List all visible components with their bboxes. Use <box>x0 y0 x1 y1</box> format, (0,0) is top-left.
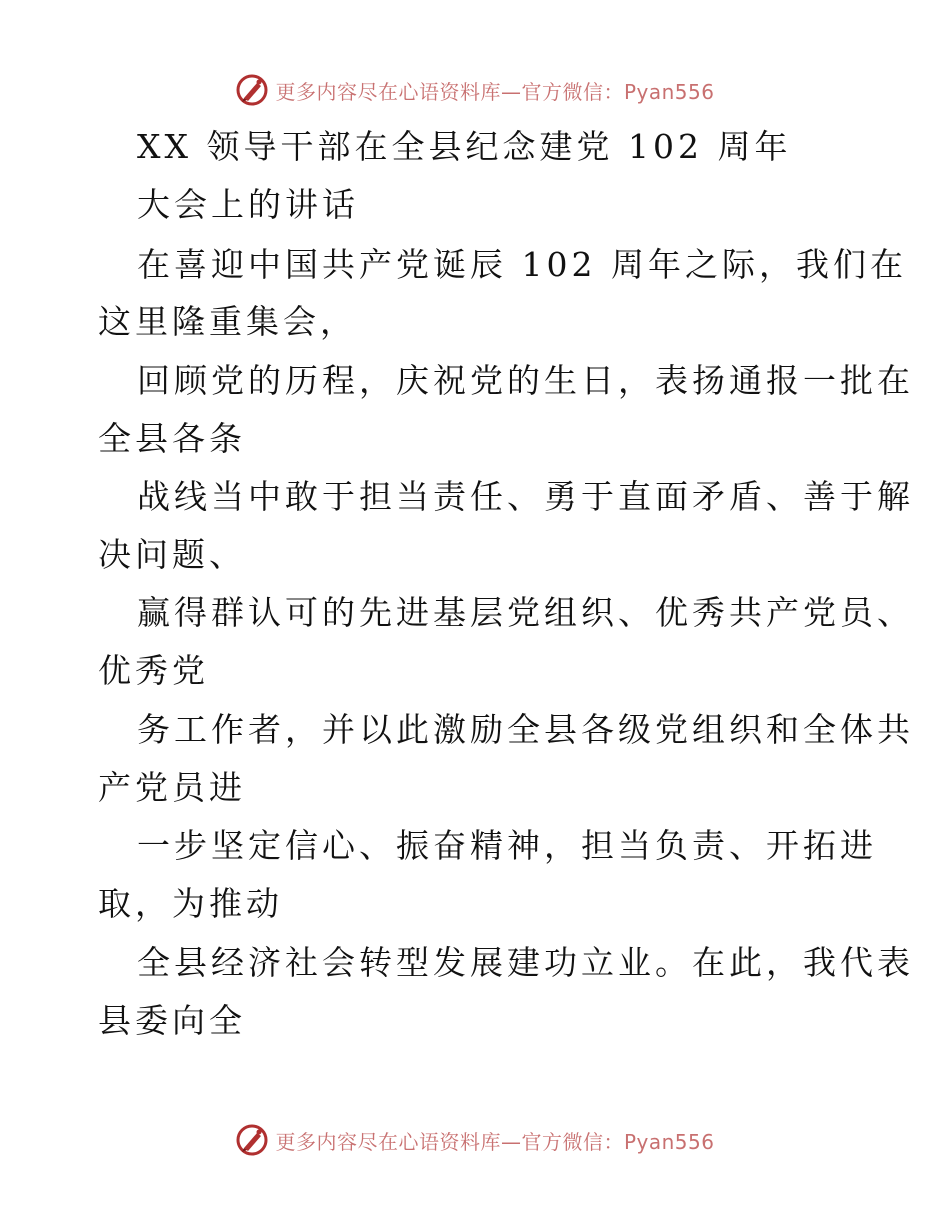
paragraph-line: 这里隆重集会， <box>98 302 357 341</box>
document-title-line-2: 大会上的讲话 <box>137 185 359 224</box>
footer-banner <box>0 1120 950 1160</box>
pen-seal-logo-icon <box>235 73 269 107</box>
paragraph-line: 全县经济社会转型发展建功立业。在此，我代表 <box>137 943 914 982</box>
paragraph-line: 务工作者，并以此激励全县各级党组织和全体共 <box>137 710 914 749</box>
pen-seal-logo-icon <box>235 1123 269 1157</box>
paragraph-line: 优秀党 <box>98 651 209 690</box>
paragraph-line: 在喜迎中国共产党诞辰 102 周年之际，我们在 <box>137 245 907 284</box>
header-banner <box>0 70 950 110</box>
paragraph-line: 回顾党的历程，庆祝党的生日，表扬通报一批在 <box>137 361 914 400</box>
footer-banner-text: 更多内容尽在心语资料库—官方微信：Pyan556 <box>275 1129 715 1154</box>
paragraph-line: 取，为推动 <box>98 884 283 923</box>
paragraph-line: 赢得群认可的先进基层党组织、优秀共产党员、 <box>137 593 914 632</box>
paragraph-line: 一步坚定信心、振奋精神，担当负责、开拓进 <box>137 826 877 865</box>
paragraph-line: 县委向全 <box>98 1001 246 1040</box>
paragraph-line: 战线当中敢于担当责任、勇于直面矛盾、善于解 <box>137 477 914 516</box>
paragraph-line: 全县各条 <box>98 419 246 458</box>
header-banner-text: 更多内容尽在心语资料库—官方微信：Pyan556 <box>275 79 715 104</box>
paragraph-line: 决问题、 <box>98 535 246 574</box>
paragraph-line: 产党员进 <box>98 768 246 807</box>
document-title-line-1: XX 领导干部在全县纪念建党 102 周年 <box>137 127 792 166</box>
